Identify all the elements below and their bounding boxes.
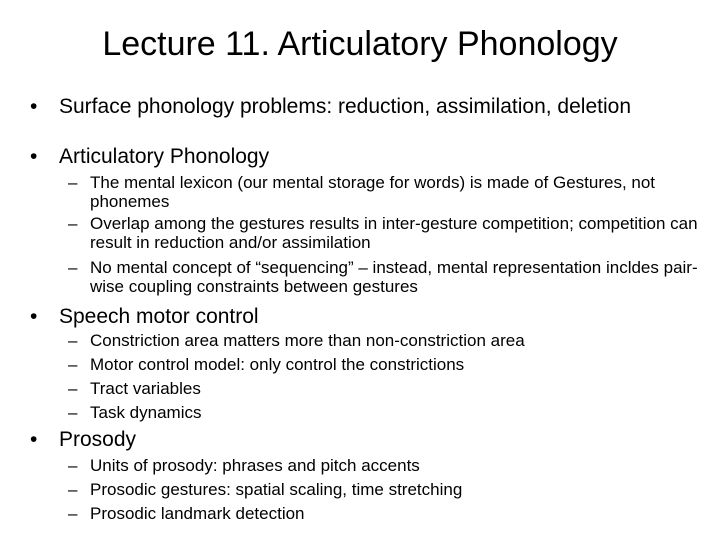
sub-bullet-text: Motor control model: only control the constrictions: [90, 355, 465, 374]
bullet-marker: •: [30, 145, 38, 168]
sub-bullet-text: No mental concept of “sequencing” – instead, mental representation incldes pair-wise coupling constraints between gestures: [90, 258, 698, 296]
sub-bullet-item: [68, 258, 708, 296]
sub-bullet-text: Prosodic gestures: spatial scaling, time stretching: [90, 480, 463, 499]
bullet-item: [30, 305, 710, 328]
sub-bullet-text: Overlap among the gestures results in inter-gesture competition; competition can result in reduction and/or assimilation: [90, 214, 698, 252]
sub-bullet-item: [68, 214, 708, 252]
bullet-item: [30, 95, 710, 118]
sub-bullet-item: [68, 480, 708, 499]
bullet-item: [30, 145, 710, 168]
sub-bullet-item: [68, 504, 708, 523]
sub-bullet-text: Task dynamics: [90, 403, 202, 422]
dash-marker: –: [68, 258, 78, 277]
dash-marker: –: [68, 355, 78, 374]
sub-bullet-item: [68, 456, 708, 475]
sub-bullet-text: Units of prosody: phrases and pitch accents: [90, 456, 420, 475]
sub-bullet-item: [68, 331, 708, 350]
sub-bullet-text: Constriction area matters more than non-constriction area: [90, 331, 525, 350]
dash-marker: –: [68, 403, 78, 422]
bullet-marker: •: [30, 95, 38, 118]
dash-marker: –: [68, 480, 78, 499]
dash-marker: –: [68, 173, 78, 192]
sub-bullet-item: [68, 403, 708, 422]
sub-bullet-item: [68, 355, 708, 374]
bullet-marker: •: [30, 305, 38, 328]
dash-marker: –: [68, 456, 78, 475]
bullet-marker: •: [30, 428, 38, 451]
bullet-text: Surface phonology problems: reduction, assimilation, deletion: [59, 95, 631, 118]
bullet-text: Articulatory Phonology: [59, 145, 270, 168]
sub-bullet-item: [68, 379, 708, 398]
bullet-text: Prosody: [59, 428, 137, 451]
sub-bullet-text: The mental lexicon (our mental storage for words) is made of Gestures, not phonemes: [90, 173, 656, 211]
dash-marker: –: [68, 504, 78, 523]
sub-bullet-text: Prosodic landmark detection: [90, 504, 305, 523]
sub-bullet-text: Tract variables: [90, 379, 201, 398]
dash-marker: –: [68, 379, 78, 398]
bullet-text: Speech motor control: [59, 305, 259, 328]
dash-marker: –: [68, 331, 78, 350]
slide-title: Lecture 11. Articulatory Phonology: [102, 25, 618, 63]
sub-bullet-item: [68, 173, 708, 211]
bullet-item: [30, 428, 710, 451]
dash-marker: –: [68, 214, 78, 233]
